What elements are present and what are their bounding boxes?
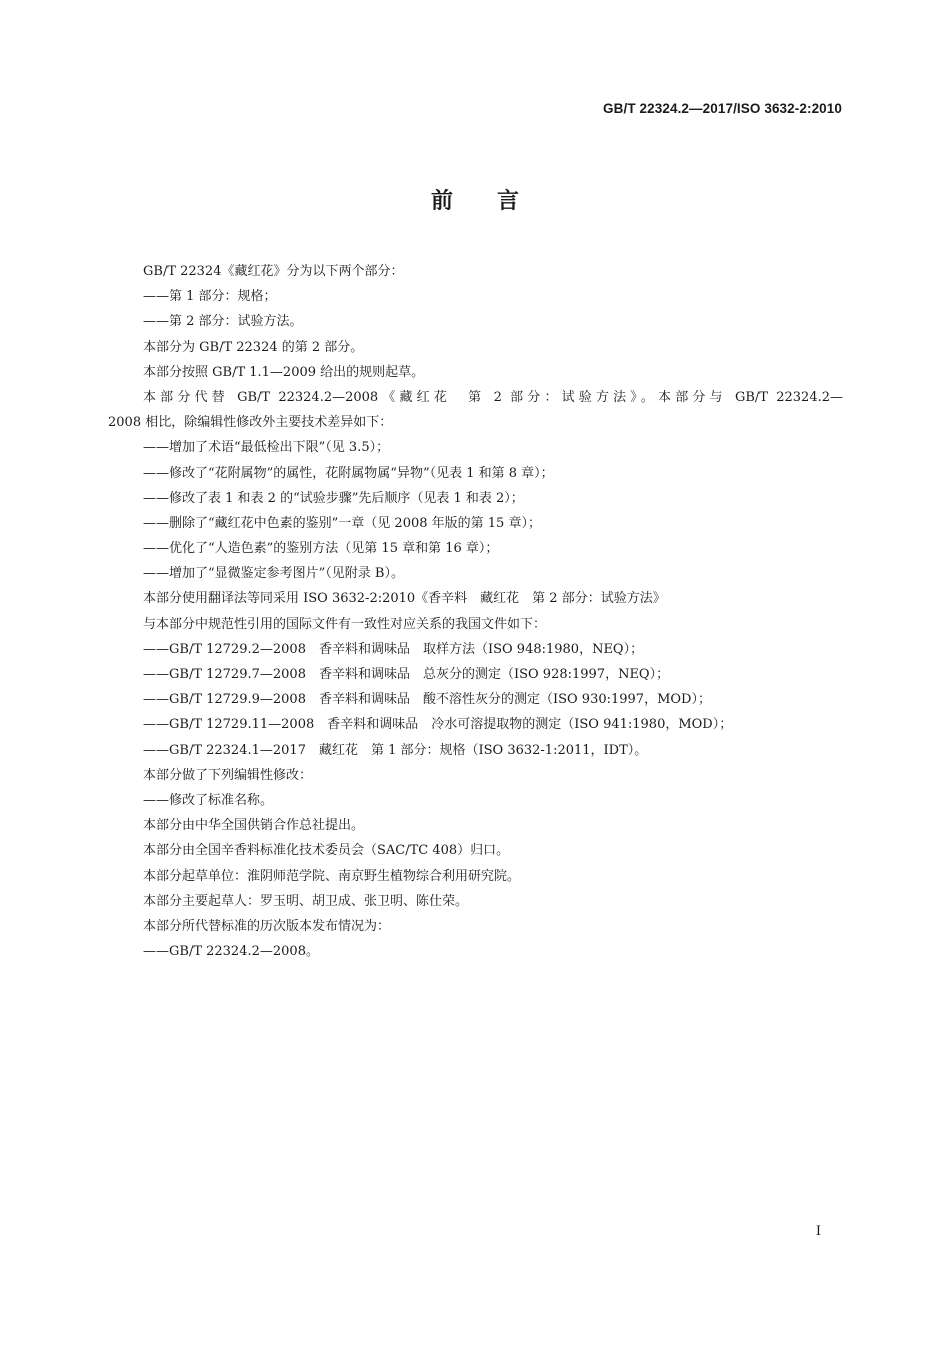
page-number: Ⅰ (815, 1224, 821, 1239)
list-item: ——第 1 部分：规格； (143, 289, 277, 305)
list-item: ——优化了“人造色素”的鉴别方法（见第 15 章和第 16 章）； (143, 541, 499, 557)
foreword-body (108, 259, 843, 964)
paragraph-line: 本部分做了下列编辑性修改： (143, 767, 313, 783)
paragraph-line: 本部分代替 GB/T 22324.2—2008《藏红花 第 2 部分：试验方法》。本部分与 GB/T 22324.2— (143, 389, 843, 405)
list-item: ——增加了术语“最低检出下限”（见 3.5）； (143, 440, 390, 456)
paragraph-line: 与本部分中规范性引用的国际文件有一致性对应关系的我国文件如下： (143, 616, 547, 632)
paragraph-line: 2008 相比，除编辑性修改外主要技术差异如下： (108, 415, 393, 431)
page-title: 前言 (430, 189, 563, 214)
list-item: ——删除了“藏红花中色素的鉴别”一章（见 2008 年版的第 15 章）； (143, 515, 541, 531)
list-item: ——修改了表 1 和表 2 的“试验步骤”先后顺序（见表 1 和表 2）； (143, 490, 524, 506)
list-item: ——修改了“花附属物”的属性，花附属物属“异物”（见表 1 和第 8 章）； (143, 465, 554, 481)
list-item: ——GB/T 22324.2—2008。 (143, 944, 319, 960)
paragraph-line: GB/T 22324《藏红花》分为以下两个部分： (143, 264, 404, 279)
reference-item: ——GB/T 22324.1—2017 藏红花 第 1 部分：规格（ISO 3632-1:2011，IDT）。 (143, 742, 648, 758)
paragraph-line: 本部分由全国辛香料标准化技术委员会（SAC/TC 408）归口。 (143, 843, 510, 859)
paragraph-line: 本部分起草单位：淮阴师范学院、南京野生植物综合利用研究院。 (143, 868, 521, 884)
paragraph-line: 本部分使用翻译法等同采用 ISO 3632-2:2010《香辛料 藏红花 第 2 部分：试验方法》 (143, 591, 666, 607)
reference-item: ——GB/T 12729.7—2008 香辛料和调味品 总灰分的测定（ISO 928:1997，NEQ）； (143, 667, 670, 682)
list-item: ——修改了标准名称。 (143, 792, 274, 808)
paragraph-line: 本部分由中华全国供销合作总社提出。 (143, 818, 365, 834)
paragraph-line: 本部分为 GB/T 22324 的第 2 部分。 (143, 339, 364, 355)
paragraph-line: 本部分所代替标准的历次版本发布情况为： (143, 918, 391, 934)
reference-item: ——GB/T 12729.2—2008 香辛料和调味品 取样方法（ISO 948:1980，NEQ）； (143, 641, 644, 657)
standard-number-header: GB/T 22324.2—2017/ISO 3632-2:2010 (603, 101, 842, 116)
reference-item: ——GB/T 12729.9—2008 香辛料和调味品 酸不溶性灰分的测定（ISO 930:1997，MOD）； (143, 692, 711, 708)
reference-item: ——GB/T 12729.11—2008 香辛料和调味品 冷水可溶提取物的测定（ISO 941:1980，MOD）； (143, 717, 733, 733)
paragraph-line: 本部分按照 GB/T 1.1—2009 给出的规则起草。 (143, 364, 425, 380)
paragraph-line: 本部分主要起草人：罗玉明、胡卫成、张卫明、陈仕荣。 (143, 893, 469, 909)
list-item: ——第 2 部分：试验方法。 (143, 314, 303, 330)
list-item: ——增加了“显微鉴定参考图片”（见附录 B）。 (143, 566, 404, 582)
